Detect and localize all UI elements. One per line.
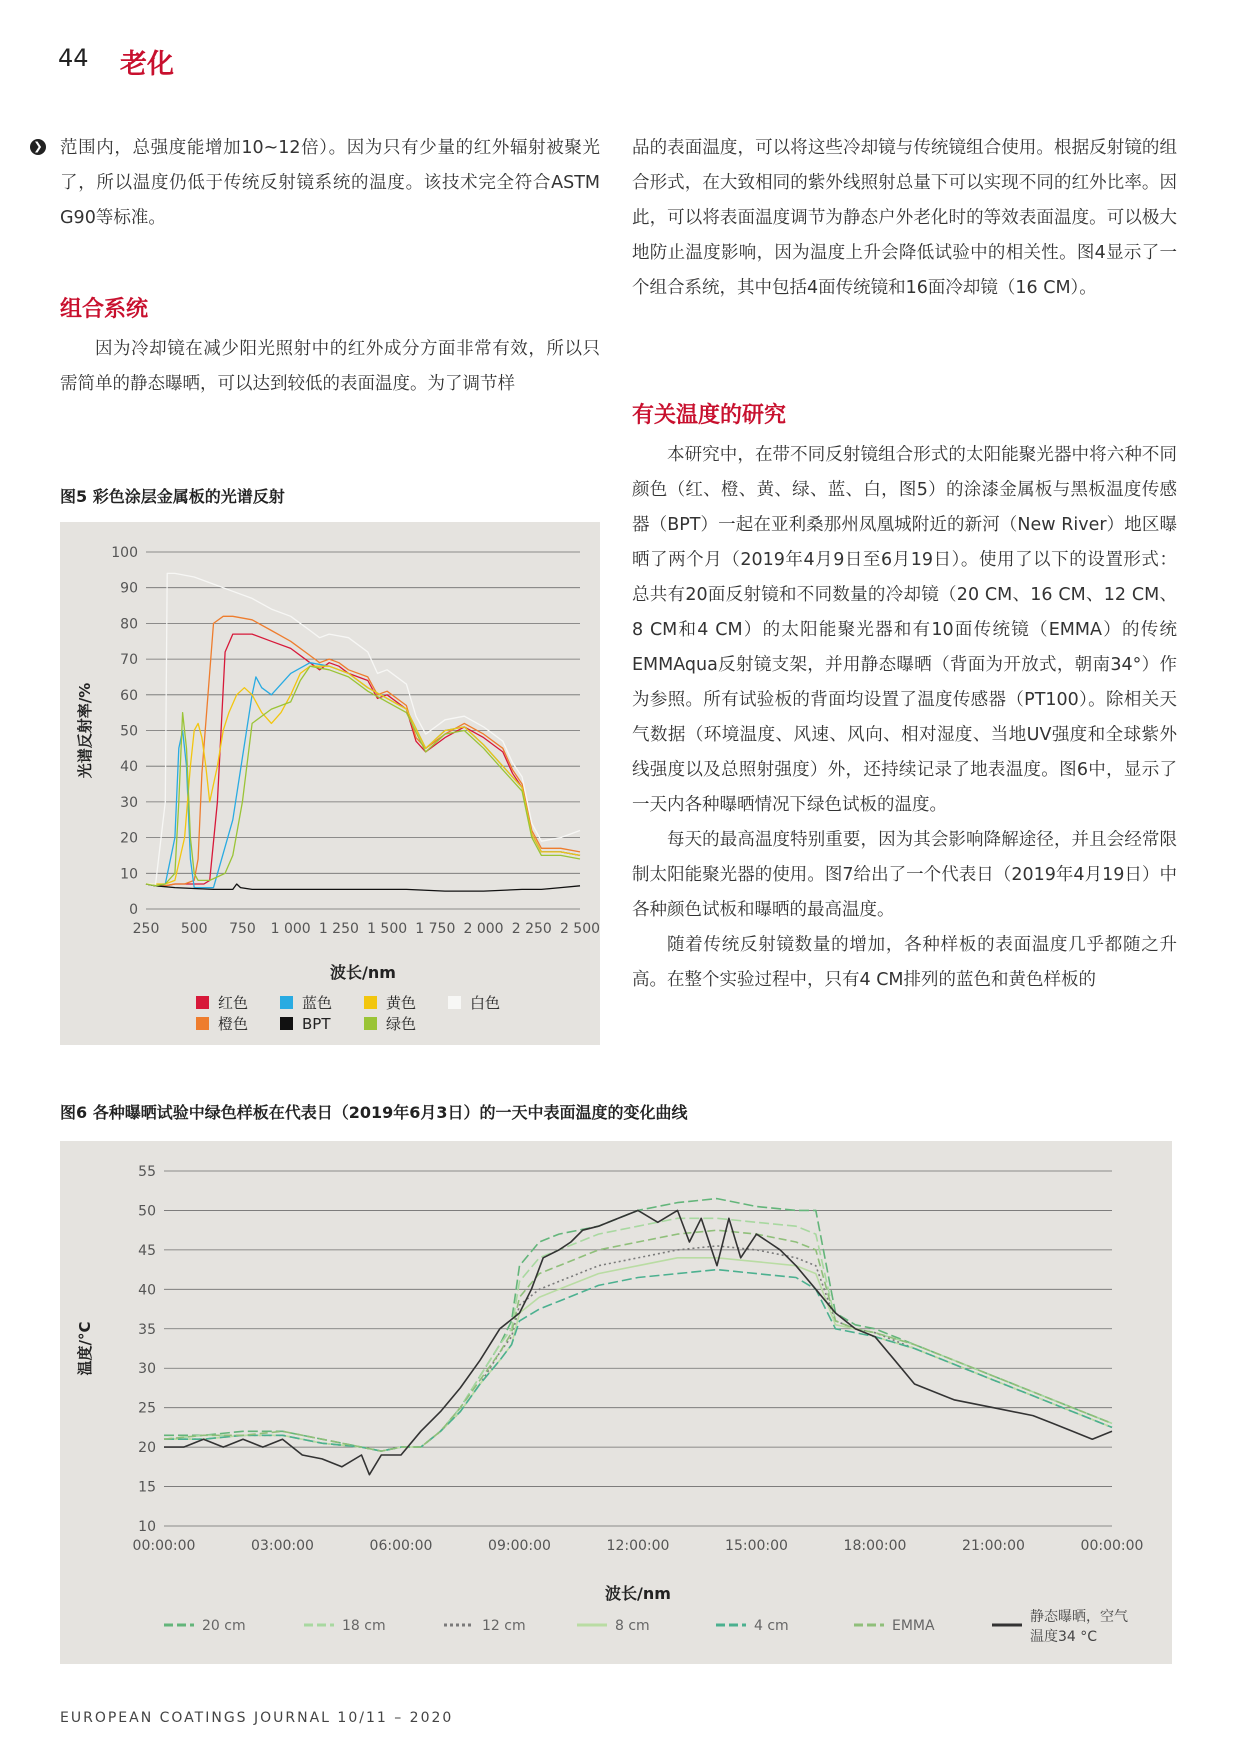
y-tick-label: 30 bbox=[120, 794, 138, 811]
x-tick-label: 1 250 bbox=[318, 921, 359, 937]
legend-label: 橙色 bbox=[218, 1015, 249, 1033]
x-tick-label: 03:00:00 bbox=[251, 1538, 314, 1554]
x-tick-label: 00:00:00 bbox=[132, 1538, 196, 1554]
y-tick-label: 10 bbox=[120, 866, 138, 883]
legend-label: 12 cm bbox=[482, 1618, 526, 1634]
right-paragraph-1: 品的表面温度，可以将这些冷却镜与传统镜组合使用。根据反射镜的组合形式，在大致相同的紫外线照射总量下可以实现不同的红外比率。因此，可以将表面温度调节为静态户外老化时的等效表面温度。可以极大地防止温度影响，因为温度上升会降低试验中的相关性。图4显示了一个组合系统，其中包括4面传统镜和16面冷却镜（16 CM）。 bbox=[632, 138, 1177, 298]
x-tick-label: 250 bbox=[132, 921, 160, 937]
page-number: 44 bbox=[58, 44, 89, 72]
y-tick-label: 10 bbox=[138, 1519, 156, 1535]
x-tick-label: 06:00:00 bbox=[369, 1538, 433, 1554]
series-line-2 bbox=[164, 1218, 1112, 1451]
series-line-4 bbox=[164, 1258, 1112, 1451]
x-tick-label: 09:00:00 bbox=[488, 1538, 551, 1554]
y-tick-label: 25 bbox=[138, 1400, 156, 1417]
y-axis-label: 温度/°C bbox=[76, 1321, 94, 1376]
x-axis-label: 波长/nm bbox=[330, 963, 396, 982]
figure5-svg bbox=[60, 522, 600, 1045]
series-line-3 bbox=[164, 1246, 1112, 1451]
y-tick-label: 40 bbox=[120, 759, 138, 776]
x-tick-label: 2 000 bbox=[463, 921, 504, 937]
y-tick-label: 0 bbox=[129, 902, 138, 918]
y-axis-label: 光谱反射率/% bbox=[76, 682, 94, 779]
y-tick-label: 100 bbox=[111, 545, 138, 561]
legend-swatch bbox=[364, 1017, 377, 1030]
x-tick-label: 15:00:00 bbox=[725, 1538, 788, 1554]
legend-label: 8 cm bbox=[615, 1618, 650, 1634]
y-tick-label: 90 bbox=[120, 580, 138, 597]
legend-label: 黄色 bbox=[386, 994, 417, 1012]
left-heading: 组合系统 bbox=[60, 297, 149, 322]
section-title: 老化 bbox=[120, 49, 174, 80]
x-tick-label: 00:00:00 bbox=[1080, 1538, 1144, 1554]
continue-arrow-icon: ❯ bbox=[30, 139, 46, 155]
y-tick-label: 60 bbox=[120, 687, 138, 704]
x-tick-label: 2 250 bbox=[511, 921, 552, 937]
legend-label: 4 cm bbox=[754, 1618, 789, 1634]
figure6-chart bbox=[60, 1141, 1172, 1664]
y-tick-label: 20 bbox=[120, 830, 138, 847]
y-tick-label: 40 bbox=[138, 1282, 156, 1299]
right-paragraph-2: 本研究中，在带不同反射镜组合形式的太阳能聚光器中将六种不同颜色（红、橙、黄、绿、蓝、白，图5）的涂漆金属板与黑板温度传感器（BPT）一起在亚利桑那州凤凰城附近的新河（New River）地区曝晒了两个月（2019年4月9日至6月19日）。使用了以下的设置形式：总共有20面反射镜和不同数量的冷却镜（20 CM、16 CM、12 CM、8 CM和4 CM）的太阳能聚光器和有10面传统镜（EMMA）的传统EMMAqua反射镜支架，并用静态曝晒（背面为开放式，朝南34°）作为参照。所有试验板的背面均设置了温度传感器（PT100）。除相关天气数据（环境温度、风速、风向、相对湿度、当地UV强度和全球紫外线强度以及总照射强度）外，还持续记录了地表温度。图6中，显示了一天内各种曝晒情况下绿色试板的温度。 bbox=[632, 445, 1177, 815]
y-tick-label: 70 bbox=[120, 652, 138, 669]
x-tick-label: 18:00:00 bbox=[843, 1538, 907, 1554]
x-tick-label: 500 bbox=[180, 921, 208, 937]
journal-footer: EUROPEAN COATINGS JOURNAL 10/11 – 2020 bbox=[60, 1710, 454, 1726]
x-tick-label: 750 bbox=[229, 921, 256, 937]
y-tick-label: 45 bbox=[138, 1242, 156, 1259]
y-tick-label: 80 bbox=[120, 616, 138, 633]
legend-label: 红色 bbox=[218, 994, 249, 1012]
left-paragraph: 因为冷却镜在减少阳光照射中的红外成分方面非常有效，所以只需简单的静态曝晒，可以达到较低的表面温度。为了调节样 bbox=[60, 339, 600, 394]
x-tick-label: 2 500 bbox=[559, 921, 600, 937]
left-intro-paragraph: 范围内，总强度能增加10~12倍）。因为只有少量的红外辐射被聚光了，所以温度仍低于传统反射镜系统的温度。该技术完全符合ASTM G90等标准。 bbox=[60, 138, 600, 228]
y-tick-label: 35 bbox=[138, 1321, 156, 1338]
legend-swatch bbox=[448, 996, 461, 1009]
legend-swatch bbox=[364, 996, 377, 1009]
series-line-5 bbox=[146, 666, 580, 884]
right-heading: 有关温度的研究 bbox=[632, 403, 787, 428]
legend-swatch bbox=[196, 1017, 209, 1030]
y-tick-label: 30 bbox=[138, 1361, 156, 1378]
y-tick-label: 50 bbox=[138, 1203, 156, 1220]
right-body bbox=[632, 438, 1177, 998]
figure6-svg bbox=[60, 1141, 1172, 1664]
x-axis-label: 波长/nm bbox=[605, 1584, 671, 1603]
legend-label: 白色 bbox=[470, 994, 501, 1012]
series-line-1 bbox=[146, 634, 580, 886]
figure5-chart bbox=[60, 522, 600, 1045]
legend-label: 20 cm bbox=[202, 1618, 246, 1634]
legend-label: 18 cm bbox=[342, 1618, 386, 1634]
right-paragraph-4: 随着传统反射镜数量的增加，各种样板的表面温度几乎都随之升高。在整个实验过程中，只有4 CM排列的蓝色和黄色样板的 bbox=[632, 935, 1177, 990]
legend-label: EMMA bbox=[892, 1618, 935, 1634]
series-line-6 bbox=[164, 1230, 1112, 1451]
legend-label: BPT bbox=[302, 1015, 331, 1033]
x-tick-label: 1 750 bbox=[415, 921, 456, 937]
legend-label: 蓝色 bbox=[302, 994, 333, 1012]
series-line-2 bbox=[146, 616, 580, 886]
legend-swatch bbox=[280, 1017, 293, 1030]
x-tick-label: 12:00:00 bbox=[606, 1538, 670, 1554]
legend-label: 温度34 °C bbox=[1030, 1629, 1098, 1645]
legend-swatch bbox=[280, 996, 293, 1009]
legend-swatch bbox=[196, 996, 209, 1009]
series-line-1 bbox=[164, 1199, 1112, 1452]
y-tick-label: 15 bbox=[138, 1479, 156, 1496]
x-tick-label: 21:00:00 bbox=[962, 1538, 1025, 1554]
series-line-3 bbox=[146, 663, 580, 888]
series-line-5 bbox=[164, 1270, 1112, 1452]
legend-label: 绿色 bbox=[386, 1015, 417, 1033]
right-paragraph-3: 每天的最高温度特别重要，因为其会影响降解途径，并且会经常限制太阳能聚光器的使用。图7给出了一个代表日（2019年4月19日）中各种颜色试板和曝晒的最高温度。 bbox=[632, 830, 1177, 920]
y-tick-label: 55 bbox=[138, 1164, 156, 1180]
legend-label: 静态曝晒，空气 bbox=[1030, 1609, 1128, 1625]
figure5-title: 图5 彩色涂层金属板的光谱反射 bbox=[60, 487, 285, 506]
y-tick-label: 50 bbox=[120, 723, 138, 740]
x-tick-label: 1 500 bbox=[367, 921, 408, 937]
x-tick-label: 1 000 bbox=[270, 921, 311, 937]
figure6-title: 图6 各种曝晒试验中绿色样板在代表日（2019年6月3日）的一天中表面温度的变化曲线 bbox=[60, 1103, 688, 1122]
y-tick-label: 20 bbox=[138, 1440, 156, 1457]
